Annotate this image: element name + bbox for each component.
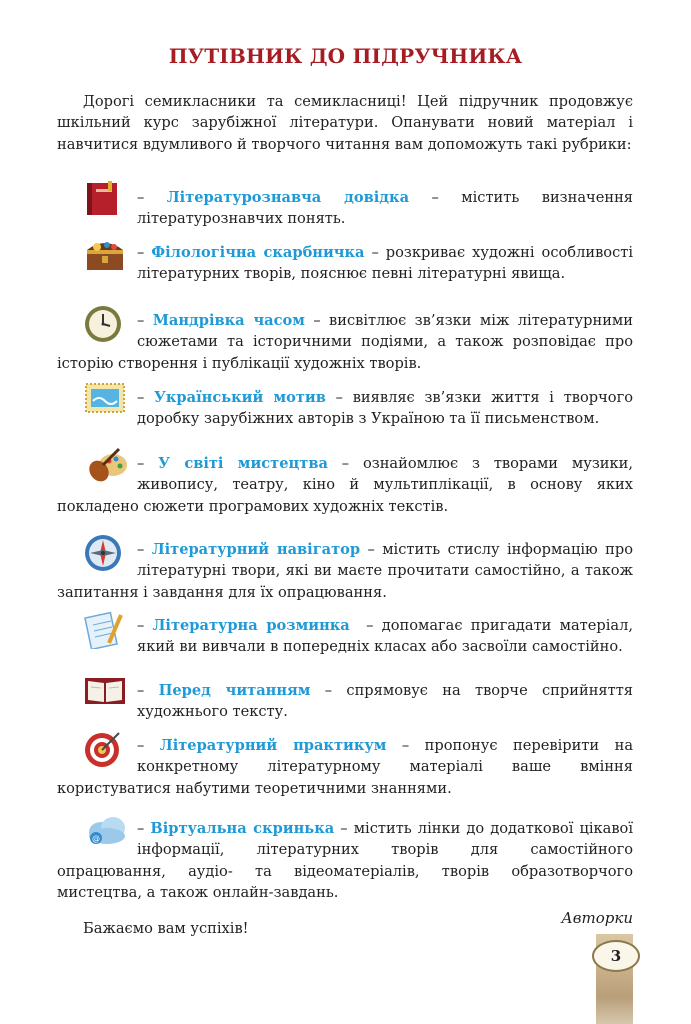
rubric-literary-practicum: – Літературний практикум – пропонує перевірити на конкретному літературному матеріалі ваше вміння користуватися набутими теоретичними знаннями. bbox=[57, 735, 633, 800]
treasure-chest-icon bbox=[83, 242, 135, 276]
intro-paragraph: Дорогі семикласники та семикласниці! Цей підручник продовжує шкільний курс зарубіжної літератури. Опанувати новий матеріал і навчитися вдумливого й творчого читання вам допоможуть такі рубрики: bbox=[57, 92, 633, 153]
closing-wish: Бажаємо вам успіхів! bbox=[83, 919, 249, 937]
compass-icon bbox=[83, 539, 135, 573]
clock-icon bbox=[83, 310, 135, 344]
book-icon bbox=[83, 187, 135, 221]
rubric-before-reading: – Перед читанням – спрямовує на творче сприйняття художнього тексту. bbox=[57, 680, 633, 723]
rubric-philological-treasury: – Філологічна скарбничка – розкриває художні особливості літературних творів, пояснює певні літературні явища. bbox=[57, 242, 633, 285]
target-icon bbox=[83, 735, 135, 769]
rubric-ukrainian-motif: – Український мотив – виявляє зв’язки життя і творчого доробку зарубіжних авторів з Україною та її письменством. bbox=[57, 387, 633, 430]
rubric-time-travel: – Мандрівка часом – висвітлює зв’язки між літературними сюжетами та історичними подіями, а також розповідає про історію створення і публікації художніх творів. bbox=[57, 310, 633, 375]
open-book-icon bbox=[83, 680, 135, 714]
authors-signature: Авторки bbox=[561, 909, 633, 927]
cloud-at-icon bbox=[83, 818, 135, 852]
ukrainian-stamp-icon bbox=[83, 387, 135, 421]
violin-palette-icon bbox=[83, 453, 135, 487]
rubric-literary-warmup: – Літературна розминка – допомагає пригадати матеріал, який ви вивчали в попередніх класах або засвоїли самостійно. bbox=[57, 615, 633, 658]
rubric-literary-navigator: – Літературний навігатор – містить стислу інформацію про літературні твори, які ви маєте прочитати самостійно, а також запитання і завдання для їх опрацювання. bbox=[57, 539, 633, 604]
page-number: 3 bbox=[592, 940, 640, 972]
rubric-literary-reference: – Літературознавча довідка – містить визначення літературознавчих понять. bbox=[57, 187, 633, 230]
notepad-pencil-icon bbox=[83, 615, 135, 649]
svg-text:@: @ bbox=[92, 833, 100, 843]
page-title: ПУТІВНИК ДО ПІДРУЧНИКА bbox=[168, 44, 523, 68]
rubric-virtual-box: @ – Віртуальна скринька – містить лінки до додаткової цікавої інформації, літературних творів для самостійного опрацювання, аудіо- та відеоматеріалів, творів образотворчого мистецтва, а також онлайн-завдань. bbox=[57, 818, 633, 904]
rubric-world-of-art: – У світі мистецтва – ознайомлює з творами музики, живопису, театру, кіно й мультиплікації, в основу яких покладено сюжети програмових художніх текстів. bbox=[57, 453, 633, 518]
